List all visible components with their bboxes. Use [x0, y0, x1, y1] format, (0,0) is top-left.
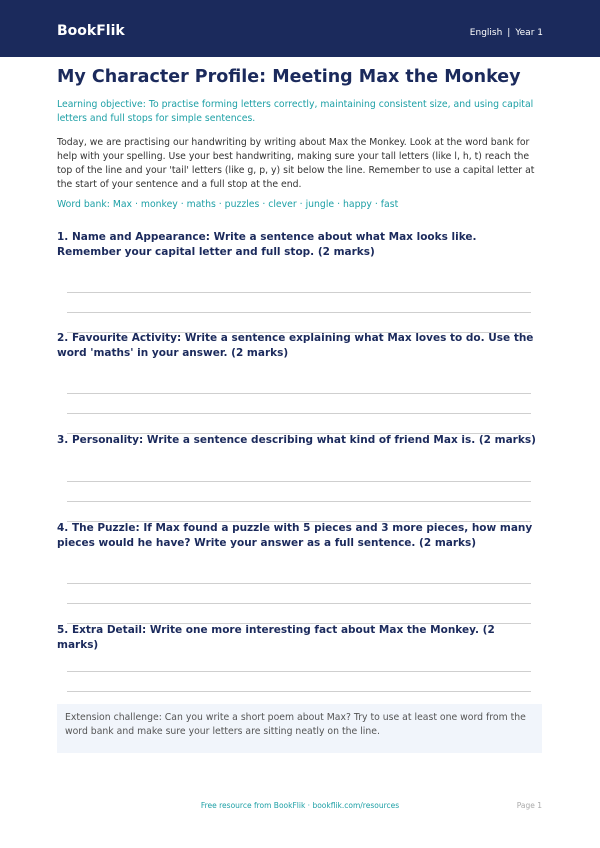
answer-line[interactable] — [67, 481, 531, 482]
subject-label: English — [469, 28, 503, 38]
subject-year — [470, 27, 543, 39]
page-header — [0, 0, 600, 57]
answer-line[interactable] — [67, 691, 531, 692]
learning-objective: Learning objective: To practise forming letters correctly, maintaining consistent size, and using capital letters and full stops for simple sentences. — [57, 99, 534, 124]
brand-logo[interactable]: BookFlik — [57, 23, 125, 39]
meta-separator: | — [507, 28, 511, 38]
question-4: 4. The Puzzle: If Max found a puzzle with 5 pieces and 3 more pieces, how many pieces would he have? Write your answer as a full sentence. (2 marks) — [57, 522, 533, 549]
page-title: My Character Profile: Meeting Max the Monkey — [57, 67, 521, 87]
answer-line[interactable] — [67, 413, 531, 414]
page-number: Page 1 — [516, 801, 542, 810]
question-3: 3. Personality: Write a sentence describing what kind of friend Max is. (2 marks) — [57, 434, 536, 446]
question-5: 5. Extra Detail: Write one more interesting fact about Max the Monkey. (2 marks) — [57, 624, 495, 651]
intro-paragraph: Today, we are practising our handwriting by writing about Max the Monkey. Look at the word bank for help with your spelling. Use your best handwriting, making sure your tall letters (like l, h, t) reach the top of the line and your 'tail' letters (like g, p, y) sit below the line. Remember to use a capital letter at the start of your sentence and a full stop at the end. — [57, 137, 535, 190]
answer-line[interactable] — [67, 583, 531, 584]
answer-line[interactable] — [67, 312, 531, 313]
answer-line[interactable] — [67, 393, 531, 394]
question-2: 2. Favourite Activity: Write a sentence explaining what Max loves to do. Use the word 'maths' in your answer. (2 marks) — [57, 332, 534, 359]
answer-line[interactable] — [67, 603, 531, 604]
word-bank: Word bank: Max · monkey · maths · puzzles · clever · jungle · happy · fast — [57, 199, 399, 210]
footer-source[interactable]: Free resource from BookFlik · bookflik.com/resources — [200, 801, 400, 810]
answer-line[interactable] — [67, 292, 531, 293]
extension-challenge-box — [57, 704, 542, 753]
extension-challenge-text: Extension challenge: Can you write a short poem about Max? Try to use at least one word from the word bank and make sure your letters are sitting neatly on the line. — [65, 712, 526, 737]
year-label: Year 1 — [515, 28, 543, 38]
answer-line[interactable] — [67, 671, 531, 672]
answer-line[interactable] — [67, 501, 531, 502]
question-1: 1. Name and Appearance: Write a sentence about what Max looks like. Remember your capital letter and full stop. (2 marks) — [57, 231, 477, 258]
